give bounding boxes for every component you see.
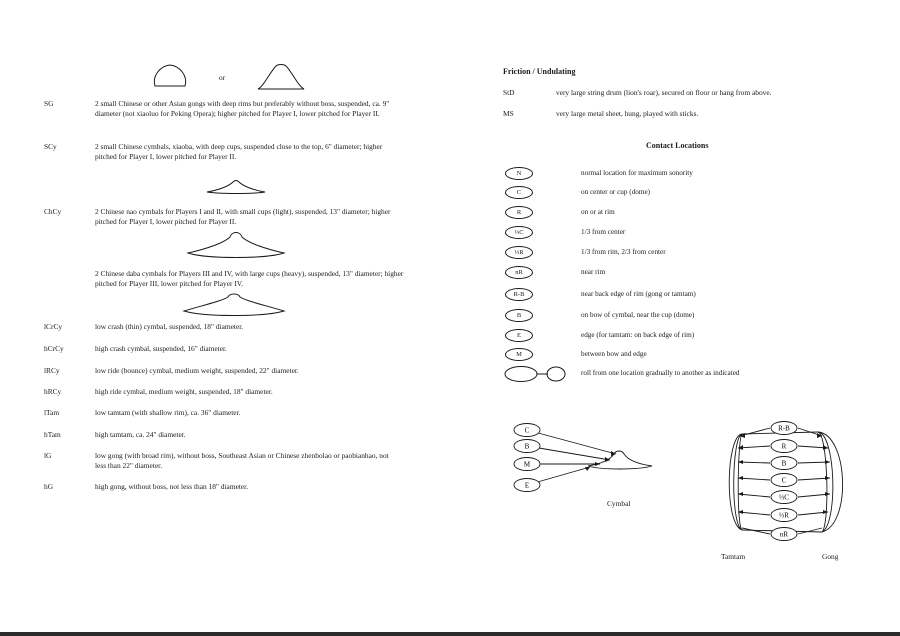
- instrument-abbr: hCrCy: [44, 344, 64, 353]
- tamtam-caption: Tamtam: [721, 552, 746, 561]
- cymbal-cup-shape-icon: [256, 62, 306, 92]
- page-bottom-border: [0, 632, 900, 636]
- contact-symbol: nR: [505, 266, 533, 279]
- contact-desc: roll from one location gradually to another as indicated: [581, 369, 740, 377]
- instrument-abbr: hG: [44, 482, 54, 491]
- friction-heading: Friction / Undulating: [503, 67, 576, 76]
- gong-shape-icon: [152, 62, 188, 90]
- instrument-abbr: SG: [44, 99, 54, 108]
- contact-desc: on bow of cymbal, near the cup (dome): [581, 311, 695, 319]
- instrument-abbr: lRCy: [44, 366, 60, 375]
- instrument-desc: low crash (thin) cymbal, suspended, 18" diameter.: [95, 322, 244, 331]
- crash-cymbal-shape-icon: [182, 291, 286, 321]
- instrument-abbr: lCrCy: [44, 322, 63, 331]
- cymbal-label: B: [524, 442, 530, 451]
- contact-desc: between bow and edge: [581, 350, 647, 358]
- gong-label: B: [781, 459, 787, 468]
- contact-symbol: ⅓C: [505, 226, 533, 239]
- gong-label: nR: [779, 530, 789, 539]
- roll-symbol-icon: [504, 365, 566, 383]
- contact-desc: 1/3 from center: [581, 228, 626, 236]
- friction-desc: very large metal sheet, hung, played with sticks.: [556, 109, 699, 118]
- nao-cymbal-shape-icon: [205, 176, 267, 196]
- contact-symbol: M: [505, 348, 533, 361]
- cymbal-label: M: [523, 460, 531, 469]
- contact-symbol: E: [505, 329, 533, 342]
- gong-tamtam-contact-diagram: [718, 414, 868, 550]
- instrument-desc: 2 small Chinese cymbals, xiaoba, with deep cups, suspended close to the top, 6" diameter; higher pitched for Player I, lower pitched for Player II.: [95, 142, 383, 161]
- instrument-abbr: hTam: [44, 430, 61, 439]
- instrument-desc: 2 Chinese daba cymbals for Players III and IV, with large cups (heavy), suspended, 13" diameter; higher pitched for Player III, lower pitched for Player IV.: [95, 269, 404, 288]
- contact-desc: near back edge of rim (gong or tamtam): [581, 290, 696, 298]
- instrument-desc: high gong, without boss, not less than 18" diameter.: [95, 482, 249, 491]
- contact-locations-heading: Contact Locations: [646, 141, 709, 150]
- instrument-abbr: SCy: [44, 142, 57, 151]
- instrument-desc: high ride cymbal, medium weight, suspended, 18" diameter.: [95, 387, 273, 396]
- instrument-abbr: ChCy: [44, 207, 62, 216]
- cymbal-label: C: [524, 426, 530, 435]
- instrument-abbr: lTam: [44, 408, 60, 417]
- instrument-desc: 2 small Chinese or other Asian gongs with deep rims but preferably without boss, suspended, ca. 9" diameter (not xiaoluo for Peking Opera); higher pitched for Player I, lower pitched for Player II.: [95, 99, 390, 118]
- contact-symbol: N: [505, 167, 533, 180]
- instrument-desc: low gong (with broad rim), without boss, Southeast Asian or Chinese zhenbolao or paobianhao, not less than 22" diameter.: [95, 451, 389, 470]
- cymbal-label: E: [524, 481, 530, 490]
- contact-desc: on center or cup (dome): [581, 188, 651, 196]
- instrument-desc: high crash cymbal, suspended, 16" diameter.: [95, 344, 227, 353]
- daba-cymbal-shape-icon: [186, 229, 286, 261]
- contact-desc: near rim: [581, 268, 606, 276]
- instrument-abbr: hRCy: [44, 387, 62, 396]
- contact-desc: normal location for maximum sonority: [581, 169, 693, 177]
- instrument-desc: low ride (bounce) cymbal, medium weight, suspended, 22" diameter.: [95, 366, 299, 375]
- gong-label: R-B: [778, 424, 790, 433]
- contact-symbol: C: [505, 186, 533, 199]
- instrument-desc: 2 Chinese nao cymbals for Players I and II, with small cups (light), suspended, 13" diameter; higher pitched for Player I, lower pitched for Player II.: [95, 207, 391, 226]
- gong-label: C: [781, 476, 787, 485]
- contact-desc: 1/3 from rim, 2/3 from center: [581, 248, 666, 256]
- gong-label: R: [781, 442, 787, 451]
- cymbal-contact-diagram: [510, 418, 660, 500]
- gong-label: ⅓C: [779, 493, 789, 502]
- instrument-desc: low tamtam (with shallow rim), ca. 36" diameter.: [95, 408, 241, 417]
- contact-symbol: B: [505, 309, 533, 322]
- contact-symbol: R-B: [505, 288, 533, 301]
- friction-abbr: StD: [503, 88, 515, 97]
- contact-symbol: ⅓R: [505, 246, 533, 259]
- contact-symbol: R: [505, 206, 533, 219]
- contact-desc: edge (for tamtam: on back edge of rim): [581, 331, 695, 339]
- friction-desc: very large string drum (lion's roar), secured on floor or hang from above.: [556, 88, 772, 97]
- friction-abbr: MS: [503, 109, 514, 118]
- gong-caption: Gong: [822, 552, 839, 561]
- instrument-desc: high tamtam, ca. 24" diameter.: [95, 430, 186, 439]
- instrument-abbr: lG: [44, 451, 52, 460]
- gong-label: ⅓R: [779, 511, 789, 520]
- cymbal-caption: Cymbal: [607, 499, 631, 508]
- or-label: or: [219, 73, 226, 82]
- contact-desc: on or at rim: [581, 208, 615, 216]
